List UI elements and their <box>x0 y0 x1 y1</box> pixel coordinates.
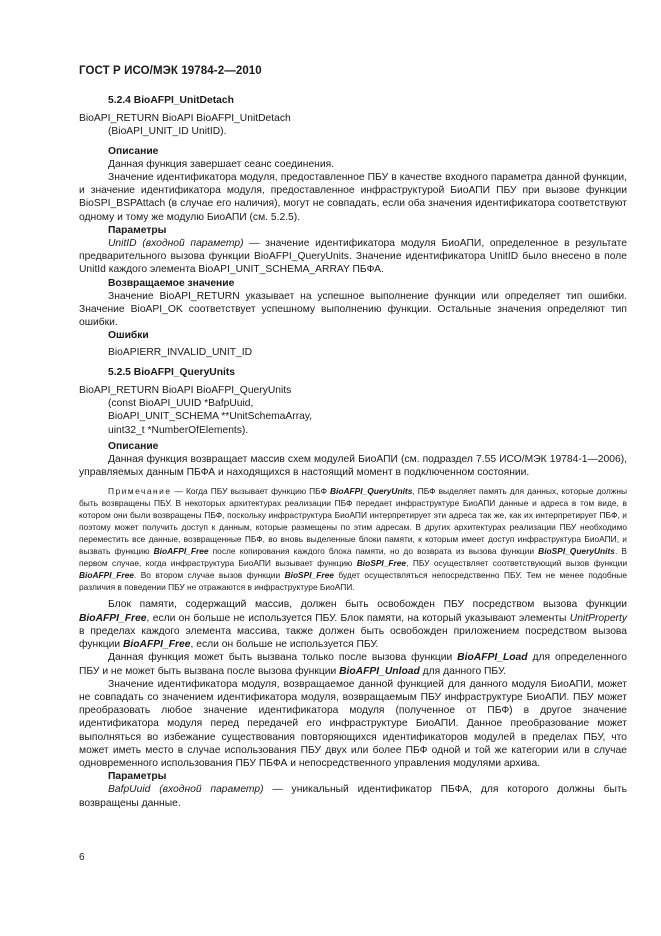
subheading-return-value: Возвращаемое значение <box>108 277 235 289</box>
note-label: Примечание <box>108 486 172 497</box>
paragraph: Данная функция возвращает массив схем модулей БиоАПИ (см. подраздел 7.55 ИСО/МЭК 19784-1—2006), управляемых данным ПБФА и находящихся в настоящий момент в подключенном состоянии. <box>79 454 627 479</box>
note: Примечание — Когда ПБУ вызывает функцию ПБФ BioAFPI_QueryUnits, ПБФ выделяет память для данных, которые должны быть возвращены ПБУ. В некоторых архитектурах реализации ПБФ передает инфраструктуре БиоАПИ данные и адреса в том виде, в котором они были возвращены ПБФ, поскольку инфраструктура БиоАПИ интерпретирует эти адреса так же, как их интерпретирует ПБФ, и поэтому может получить доступ к данным, которые размещены по этим адресам. В других архитектурах реализации ПБУ необходимо переместить все данные, возвращенные ПБФ, во вновь выделенные блоки памяти, к которым имеет доступ инфраструктура БиоАПИ, и вызвать функцию BioAFPI_Free после копирования каждого блока памяти, но до возврата из вызова функции BioSPI_QueryUnits. В первом случае, когда инфраструктура БиоАПИ вызывает функцию BioSPI_Free, ПБУ осуществляет соответствующий вызов функции BioAFPI_Free. Во втором случае вызов функции BioSPI_Free будет осуществляться непосредственно ПБУ. Тем не менее подобные различия в поведении ПБУ не отражаются в инфраструктуре БиоАПИ. <box>79 486 628 593</box>
subheading-errors: Ошибки <box>108 330 149 342</box>
subheading-parameters: Параметры <box>108 224 167 236</box>
signature-line: (BioAPI_UNIT_ID UnitID). <box>108 126 227 138</box>
signature-line: BioAPI_UNIT_SCHEMA **UnitSchemaArray, <box>108 411 313 423</box>
error-code: BioAPIERR_INVALID_UNIT_ID <box>108 346 253 358</box>
page-header: ГОСТ Р ИСО/МЭК 19784-2—2010 <box>79 65 262 77</box>
page-content <box>79 91 627 810</box>
section-heading-queryunits: 5.2.5 BioAFPI_QueryUnits <box>108 366 236 378</box>
paragraph: Блок памяти, содержащий массив, должен быть освобожден ПБУ посредством вызова функции BioAFPI_Free, если он больше не используется ПБУ. Блок памяти, на который указывают элементы UnitProperty в пределах каждого элемента массива, также должен быть освобожден приложением посредством вызова функции BioAFPI_Free, если он больше не используется ПБУ. <box>79 599 627 651</box>
subheading-parameters: Параметры <box>108 771 167 783</box>
page-number: 6 <box>79 852 85 863</box>
signature-line: (const BioAPI_UUID *BafpUuid, <box>108 398 254 410</box>
paragraph: Значение идентификатора модуля, возвращаемое данной функцией для данного модуля БиоАПИ, может не совпадать со значением идентификатора модуля, возвращаемым ПБУ инфраструктуре БиоАПИ. ПБУ может преобразовать любое значение идентификатора модуля (полученное от ПБФ) в другое значение идентификатора модуля перед передачей его инфраструктуре БиоАПИ. Данное преобразование может выполняться во избежание существования повторяющихся идентификаторов модулей в пределах ПБУ, что может иметь место в случае использования ПБУ двух или более ПБФ одной и той же категории или в случае одновременного использования ПБУ ПБФА и непосредственного управления модулями архива. <box>79 678 627 769</box>
signature-line: uint32_t *NumberOfElements). <box>108 424 249 436</box>
paragraph-parameter: BafpUuid (входной параметр) — уникальный идентификатор ПБФА, для которого должны быть возвращены данные. <box>79 784 627 809</box>
parameter-name: UnitID (входной параметр) <box>108 238 244 250</box>
paragraph: Данная функция завершает сеанс соединения. <box>108 158 335 170</box>
signature-line: BioAPI_RETURN BioAPI BioAFPI_QueryUnits <box>79 385 292 397</box>
section-heading-unitdetach: 5.2.4 BioAFPI_UnitDetach <box>108 95 234 106</box>
paragraph-parameter: UnitID (входной параметр) — значение идентификатора модуля БиоАПИ, определенное в результате предварительного вызова функции BioAFPI_QueryUnits. Значение идентификатора UnitID было внесено в поле UnitId каждого элемента BioAPI_UNIT_SCHEMA_ARRAY ПБФА. <box>79 238 628 276</box>
paragraph: Данная функция может быть вызвана только после вызова функции BioAFPI_Load для определенного ПБУ и не может быть вызвана после вызова функции BioAFPI_Unload для данного ПБУ. <box>79 652 628 677</box>
paragraph: Значение идентификатора модуля, предоставленное ПБУ в качестве входного параметра данной функции, и значение идентификатора модуля, предоставленное инфраструктурой БиоАПИ ПБУ при вызове функции BioSPI_BSPAttach (в случае его наличия), могут не совпадать, если оба значения идентификатора соответствуют одному и тому же модулю БиоАПИ (см. 5.2.5). <box>79 172 627 223</box>
parameter-name: BafpUuid (входной параметр) <box>108 784 264 796</box>
paragraph: Значение BioAPI_RETURN указывает на успешное выполнение функции или определяет тип ошибки. Значение BioAPI_OK соответствует успешному выполнению функции. Остальные значения определяют тип ошибки. <box>79 290 627 329</box>
signature-line: BioAPI_RETURN BioAPI BioAFPI_UnitDetach <box>79 113 291 125</box>
subheading-description: Описание <box>108 440 159 452</box>
subheading-description: Описание <box>108 145 159 157</box>
